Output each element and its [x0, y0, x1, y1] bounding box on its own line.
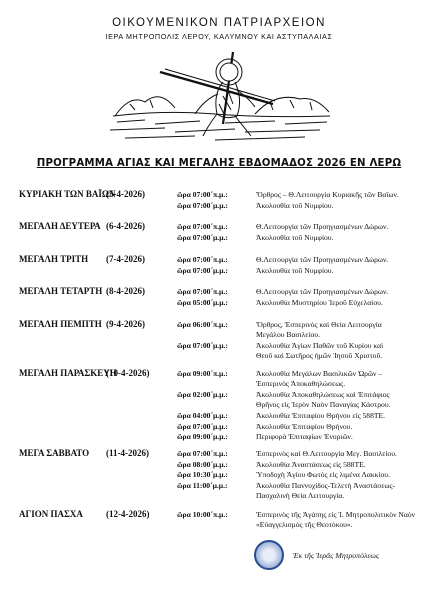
- service-time: ὥρα 09:00΄π.μ.:: [177, 369, 228, 378]
- service-description-continued: Ἑσπερινὸς Ἀποκαθηλώσεως.: [256, 379, 346, 388]
- day-name: ΚΥΡΙΑΚΗ ΤΩΝ ΒΑΪΩΝ: [19, 189, 116, 199]
- service-time: ὥρα 06:00΄π.μ.:: [177, 320, 228, 329]
- day-date: (6-4-2026): [106, 221, 145, 231]
- service-time: ὥρα 07:00΄π.μ.:: [177, 449, 228, 458]
- service-description: Ἀκολουθία Ἁγίων Παθῶν τοῦ Κυρίου καὶ: [256, 341, 384, 350]
- service-time: ὥρα 07:00΄μ.μ.:: [177, 421, 228, 431]
- service-description: Ὑποδοχὴ Ἁγίου Φωτὸς εἰς λιμένα Λακκίου.: [256, 470, 390, 479]
- service-description: Θ.Λειτουργία τῶν Προηγιασμένων Δώρων.: [256, 222, 389, 231]
- service-description-continued: «Εὐαγγελισμὸς τῆς Θεοτόκου».: [256, 520, 353, 529]
- service-description: Θ.Λειτουργία τῶν Προηγιασμένων Δώρων.: [256, 287, 389, 296]
- service-time: ὥρα 11:00΄μ.μ.:: [177, 480, 228, 490]
- service-description: Ἀκολουθία Παννυχίδος-Τελετὴ Ἀναστάσεως-: [256, 480, 396, 490]
- service-description: Ἑσπερινὸς καὶ Θ.Λειτουργία Μεγ. Βασιλείου.: [256, 449, 397, 458]
- day-date: (10-4-2026): [106, 368, 150, 378]
- christ-bearing-cross-icon: [105, 44, 335, 149]
- service-time: ὥρα 08:00΄μ.μ.:: [177, 459, 228, 469]
- service-time: ὥρα 07:00΄π.μ.:: [177, 255, 228, 264]
- service-time: ὥρα 05:00΄μ.μ.:: [177, 297, 228, 307]
- service-time: ὥρα 07:00΄π.μ.:: [177, 222, 228, 231]
- service-description: Θ.Λειτουργία τῶν Προηγιασμένων Δώρων.: [256, 255, 389, 264]
- service-description-continued: Θεοῦ καὶ Σωτῆρος ἡμῶν Ἰησοῦ Χριστοῦ.: [256, 351, 383, 360]
- patriarchate-heading: ΟΙΚΟΥΜΕΝΙΚΟΝ ΠΑΤΡΙΑΡΧΕΙΟΝ: [112, 17, 326, 29]
- service-description: Ἀκολουθία τοῦ Νυμφίου.: [256, 200, 334, 210]
- service-description: Ὄρθρος, Ἑσπερινὸς καὶ Θεία Λειτουργία: [256, 320, 382, 329]
- service-description-continued: Μεγάλου Βασιλείου.: [256, 330, 320, 339]
- day-date: (12-4-2026): [106, 509, 150, 519]
- day-date: (7-4-2026): [106, 254, 145, 264]
- service-time: ὥρα 07:00΄μ.μ.:: [177, 232, 228, 242]
- day-name: ΜΕΓΑΛΗ ΤΕΤΑΡΤΗ: [19, 286, 103, 296]
- service-time: ὥρα 04:00΄μ.μ.:: [177, 411, 228, 420]
- service-time: ὥρα 10:30΄μ.μ.:: [177, 470, 228, 479]
- day-name: ΜΕΓΑΛΗ ΠΑΡΑΣΚΕΥΗ: [19, 368, 117, 378]
- service-description: Ἑσπερινὸς τῆς Ἀγάπης εἰς Ἱ. Μητροπολιτικὸν Ναὸν: [256, 510, 416, 519]
- day-name: ΜΕΓΑΛΗ ΔΕΥΤΕΡΑ: [19, 221, 101, 231]
- service-description: Ἀκολουθία Ἀποκαθηλώσεως καὶ Ἐπιτάφιος: [256, 390, 390, 399]
- service-description-continued: Πασχαλινὴ Θεία Λειτουργία.: [256, 490, 345, 500]
- metropolis-heading: ΙΕΡΑ ΜΗΤΡΟΠΟΛΙΣ ΛΕΡΟΥ, ΚΑΛΥΜΝΟΥ ΚΑΙ ΑΣΤΥΠΑΛΑΙΑΣ: [105, 32, 333, 41]
- signature: Ἐκ τῆς Ἱερᾶς Μητροπόλεως: [293, 551, 380, 560]
- service-description-continued: Θρῆνος εἰς Ἱερὸν Ναὸν Παναγίας Κάστρου.: [256, 400, 391, 409]
- service-time: ὥρα 07:00΄π.μ.:: [177, 287, 228, 296]
- service-description: Περιφορὰ Ἐπιταφίων Ἐνοριῶν.: [256, 432, 353, 441]
- service-description: Ὄρθρος – Θ.Λειτουργία Κυριακῆς τῶν Βαΐων.: [256, 190, 399, 199]
- service-description: Ἀκολουθία τοῦ Νυμφίου.: [256, 232, 334, 242]
- day-date: (9-4-2026): [106, 319, 145, 329]
- metropolis-seal-icon: [254, 540, 284, 570]
- service-description: Ἀκολουθία Μεγάλων Βασιλικῶν Ὡρῶν –: [256, 369, 383, 378]
- service-time: ὥρα 09:00΄μ.μ.:: [177, 432, 228, 441]
- service-description: Ἀκολουθία τοῦ Νυμφίου.: [256, 265, 334, 275]
- service-time: ὥρα 07:00΄μ.μ.:: [177, 200, 228, 210]
- page-title: ΠΡΟΓΡΑΜΜΑ ΑΓΙΑΣ ΚΑΙ ΜΕΓΑΛΗΣ ΕΒΔΟΜΑΔΟΣ 2026 ΕΝ ΛΕΡΩ: [36, 158, 402, 169]
- day-date: (5-4-2026): [106, 189, 145, 199]
- service-description: Ἀκολουθία Ἀναστάσεως εἰς 588ΤΕ.: [256, 459, 366, 469]
- service-time: ὥρα 07:00΄μ.μ.:: [177, 341, 228, 350]
- day-name: ΜΕΓΑΛΗ ΤΡΙΤΗ: [19, 254, 89, 264]
- service-time: ὥρα 02:00΄μ.μ.:: [177, 390, 228, 399]
- service-description: Ἀκολουθία Ἐπιταφίου Θρήνου.: [256, 421, 353, 431]
- day-date: (8-4-2026): [106, 286, 145, 296]
- day-name: ΜΕΓΑΛΗ ΠΕΜΠΤΗ: [19, 319, 102, 329]
- service-description: Ἀκολουθία Μυστηρίου Ἱεροῦ Εὐχελαίου.: [256, 297, 383, 307]
- day-name: ΑΓΙΟΝ ΠΑΣΧΑ: [19, 509, 83, 519]
- service-time: ὥρα 07:00΄π.μ.:: [177, 190, 228, 199]
- day-date: (11-4-2026): [106, 448, 149, 458]
- service-description: Ἀκολουθία Ἐπιταφίου Θρήνου εἰς 588ΤΕ.: [256, 411, 386, 420]
- service-time: ὥρα 10:00΄π.μ.:: [177, 510, 228, 519]
- service-time: ὥρα 07:00΄μ.μ.:: [177, 265, 228, 275]
- day-name: ΜΕΓΑ ΣΑΒΒΑΤΟ: [19, 448, 90, 458]
